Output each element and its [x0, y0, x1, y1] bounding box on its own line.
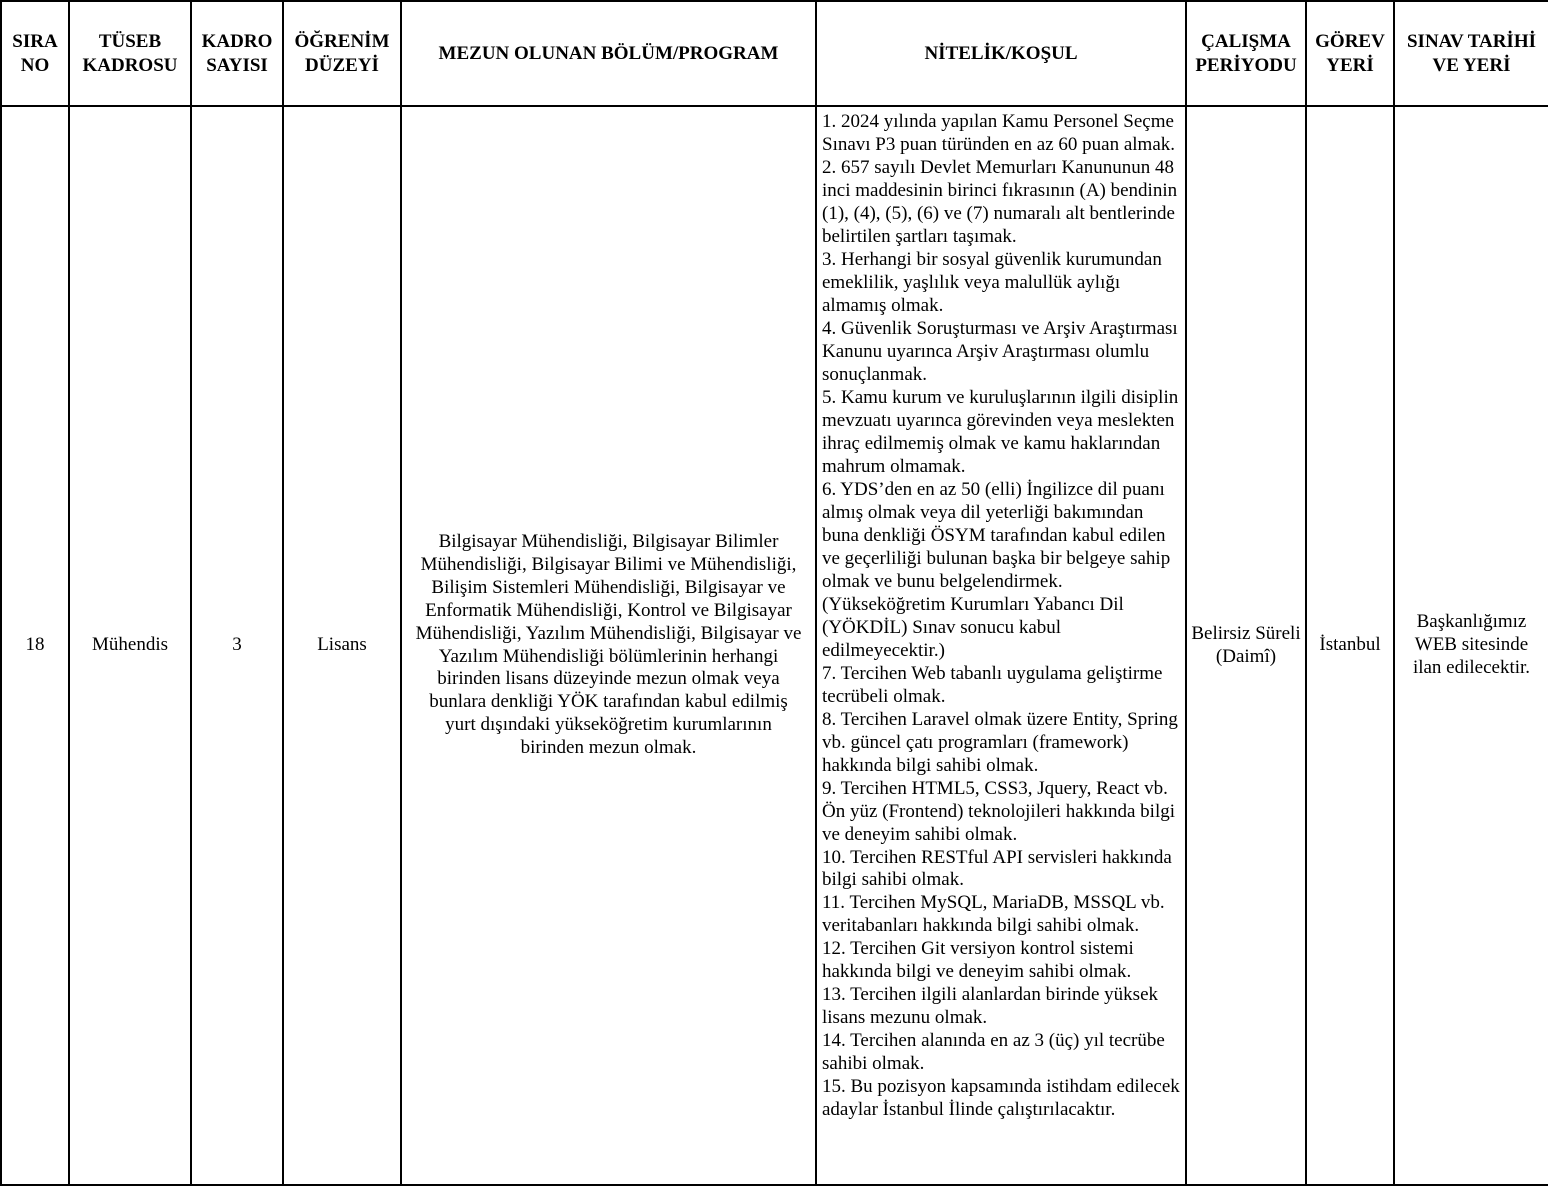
nitelik-item-15: 15. Bu pozisyon kapsamında istihdam edilecek adaylar İstanbul İlinde çalıştırılacaktır. [822, 1076, 1180, 1121]
cell-calisma-periyodu: Belirsiz Süreli (Daimî) [1186, 106, 1306, 1185]
nitelik-item-3: 3. Herhangi bir sosyal güvenlik kurumundan emeklilik, yaşlılık veya malullük aylığı almamış olmak. [822, 248, 1162, 316]
nitelik-item-2: 2. 657 sayılı Devlet Memurları Kanununun 48 inci maddesinin birinci fıkrasının (A) bendinin (1), (4), (5), (6) ve (7) numaralı alt bentlerinde belirtilen şartları taşımak. [822, 156, 1178, 247]
header-kadro-sayisi: KADRO SAYISI [191, 1, 283, 106]
nitelik-item-12: 12. Tercihen Git versiyon kontrol sistemi hakkında bilgi ve deneyim sahibi olmak. [822, 938, 1134, 983]
header-calisma-periyodu: ÇALIŞMA PERİYODU [1186, 1, 1306, 106]
header-ogrenim-duzeyi: ÖĞRENİM DÜZEYİ [283, 1, 401, 106]
cell-mezun-olunan-bolum: Bilgisayar Mühendisliği, Bilgisayar Bilimler Mühendisliği, Bilgisayar Bilimi ve Mühendisliği, Bilişim Sistemleri Mühendisliği, Bilgisayar ve Enformatik Mühendisliği, Kontrol ve Bilgisayar Mühendisliği, Yazılım Mühendisliği, Bilgisayar ve Yazılım Mühendisliği bölümlerinin herhangi birinden lisans düzeyinde mezun olmak veya bunlara denkliği YÖK tarafından kabul edilmiş yurt dışındaki yükseköğretim kurumlarının birinden mezun olmak. [401, 106, 816, 1185]
cell-kadro-sayisi: 3 [191, 106, 283, 1185]
header-sinav-tarihi-yeri: SINAV TARİHİ VE YERİ [1394, 1, 1548, 106]
cell-ogrenim-duzeyi: Lisans [283, 106, 401, 1185]
header-sira-no: SIRA NO [1, 1, 69, 106]
cell-sira-no: 18 [1, 106, 69, 1185]
table-row [1, 106, 1548, 1185]
nitelik-item-13: 13. Tercihen ilgili alanlardan birinde yüksek lisans mezunu olmak. [822, 984, 1158, 1029]
table-header-row [1, 1, 1548, 106]
nitelik-item-1: 1. 2024 yılında yapılan Kamu Personel Seçme Sınavı P3 puan türünden en az 60 puan almak. [822, 111, 1176, 155]
header-gorev-yeri: GÖREV YERİ [1306, 1, 1394, 106]
cell-gorev-yeri: İstanbul [1306, 106, 1394, 1185]
nitelik-item-14: 14. Tercihen alanında en az 3 (üç) yıl tecrübe sahibi olmak. [822, 1030, 1165, 1075]
header-nitelik-kosul: NİTELİK/KOŞUL [816, 1, 1186, 106]
header-mezun-olunan-bolum: MEZUN OLUNAN BÖLÜM/PROGRAM [401, 1, 816, 106]
nitelik-item-9: 9. Tercihen HTML5, CSS3, Jquery, React vb. Ön yüz (Frontend) teknolojileri hakkında bilgi ve deneyim sahibi olmak. [822, 777, 1176, 845]
cell-tuseb-kadrosu: Mühendis [69, 106, 191, 1185]
header-tuseb-kadrosu: TÜSEB KADROSU [69, 1, 191, 106]
nitelik-item-10: 10. Tercihen RESTful API servisleri hakkında bilgi sahibi olmak. [822, 846, 1172, 891]
nitelik-item-7: 7. Tercihen Web tabanlı uygulama geliştirme tecrübeli olmak. [822, 662, 1163, 707]
cell-sinav-tarihi-yeri: Başkanlığımız WEB sitesinde ilan edilecektir. [1394, 106, 1548, 1185]
cell-nitelik-kosul [816, 106, 1186, 1185]
nitelik-item-6: 6. YDS’den en az 50 (elli) İngilizce dil puanı almış olmak veya dil yeterliği bakımından buna denkliği ÖSYM tarafından kabul edilen ve geçerliliği bulunan başka bir belgeye sahip olmak ve bunu belgelendirmek. (Yükseköğretim Kurumları Yabancı Dil (YÖKDİL) Sınav sonucu kabul edilmeyecektir.) [822, 478, 1171, 661]
nitelik-item-11: 11. Tercihen MySQL, MariaDB, MSSQL vb. veritabanları hakkında bilgi sahibi olmak. [822, 892, 1165, 937]
nitelik-item-8: 8. Tercihen Laravel olmak üzere Entity, Spring vb. güncel çatı programları (framework) hakkında bilgi sahibi olmak. [822, 708, 1178, 776]
nitelik-item-4: 4. Güvenlik Soruşturması ve Arşiv Araştırması Kanunu uyarınca Arşiv Araştırması olumlu sonuçlanmak. [822, 317, 1178, 385]
nitelik-item-5: 5. Kamu kurum ve kuruluşlarının ilgili disiplin mevzuatı uyarınca görevinden veya meslekten ihraç edilmemiş olmak ve kamu haklarından mahrum olmamak. [822, 386, 1179, 477]
